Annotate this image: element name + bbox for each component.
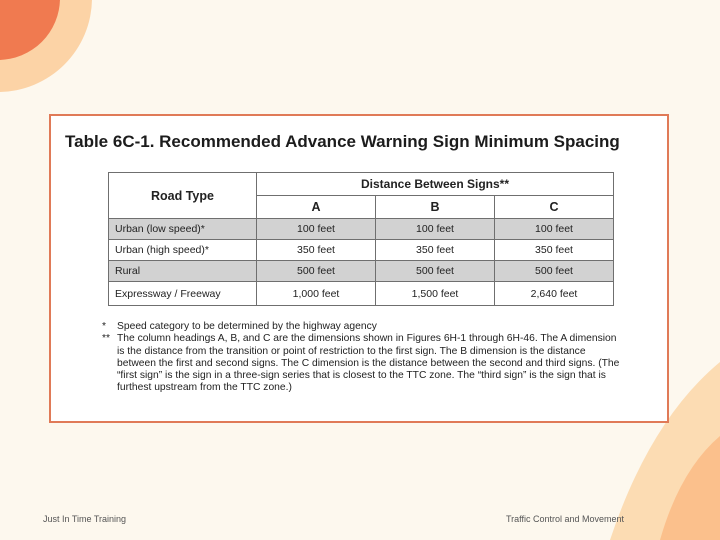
distance-b-cell: 1,500 feet (376, 282, 495, 306)
footer-left: Just In Time Training (43, 514, 127, 524)
distance-b-cell: 350 feet (376, 240, 495, 261)
distance-a-cell: 100 feet (257, 219, 376, 240)
footnote-mark: ** (102, 333, 111, 345)
table-row (109, 282, 614, 306)
road-type-cell: Urban (low speed)* (109, 219, 257, 240)
distance-group-header: Distance Between Signs** (257, 173, 614, 196)
footnote-text: Speed category to be determined by the highway agency (117, 321, 377, 332)
distance-c-cell: 500 feet (495, 261, 614, 282)
distance-c-cell: 350 feet (495, 240, 614, 261)
distance-c-cell: 100 feet (495, 219, 614, 240)
footnote-mark: * (102, 321, 107, 332)
column-header-c: C (495, 196, 614, 219)
footnote (102, 321, 622, 333)
header-row-1 (109, 173, 614, 196)
table-frame (49, 114, 669, 423)
distance-a-cell: 1,000 feet (257, 282, 376, 306)
footnote (102, 333, 622, 394)
distance-a-cell: 350 feet (257, 240, 376, 261)
footnote-text: The column headings A, B, and C are the dimensions shown in Figures 6H-1 through 6H-46. The A dimension is the distance from the transition or point of restriction to the first sign. The B dimension is the distance between the first and second signs. The C dimension is the distance between the second and third signs. (The “first sign” is the sign in a three-sign series that is closest to the TTC zone. The “third sign” is the sign that is furthest upstream from the TTC zone.) (117, 333, 620, 394)
distance-a-cell: 500 feet (257, 261, 376, 282)
column-header-a: A (257, 196, 376, 219)
distance-b-cell: 500 feet (376, 261, 495, 282)
spacing-table (108, 172, 614, 306)
road-type-cell: Expressway / Freeway (109, 282, 257, 306)
distance-b-cell: 100 feet (376, 219, 495, 240)
road-type-cell: Urban (high speed)* (109, 240, 257, 261)
table-row (109, 219, 614, 240)
table-row (109, 261, 614, 282)
road-type-cell: Rural (109, 261, 257, 282)
road-type-header: Road Type (109, 173, 257, 219)
distance-c-cell: 2,640 feet (495, 282, 614, 306)
table-row (109, 240, 614, 261)
footer-right: Traffic Control and Movement (506, 514, 625, 524)
table-title: Table 6C-1. Recommended Advance Warning Sign Minimum Spacing (65, 132, 620, 151)
column-header-b: B (376, 196, 495, 219)
table-footnotes (102, 321, 622, 395)
